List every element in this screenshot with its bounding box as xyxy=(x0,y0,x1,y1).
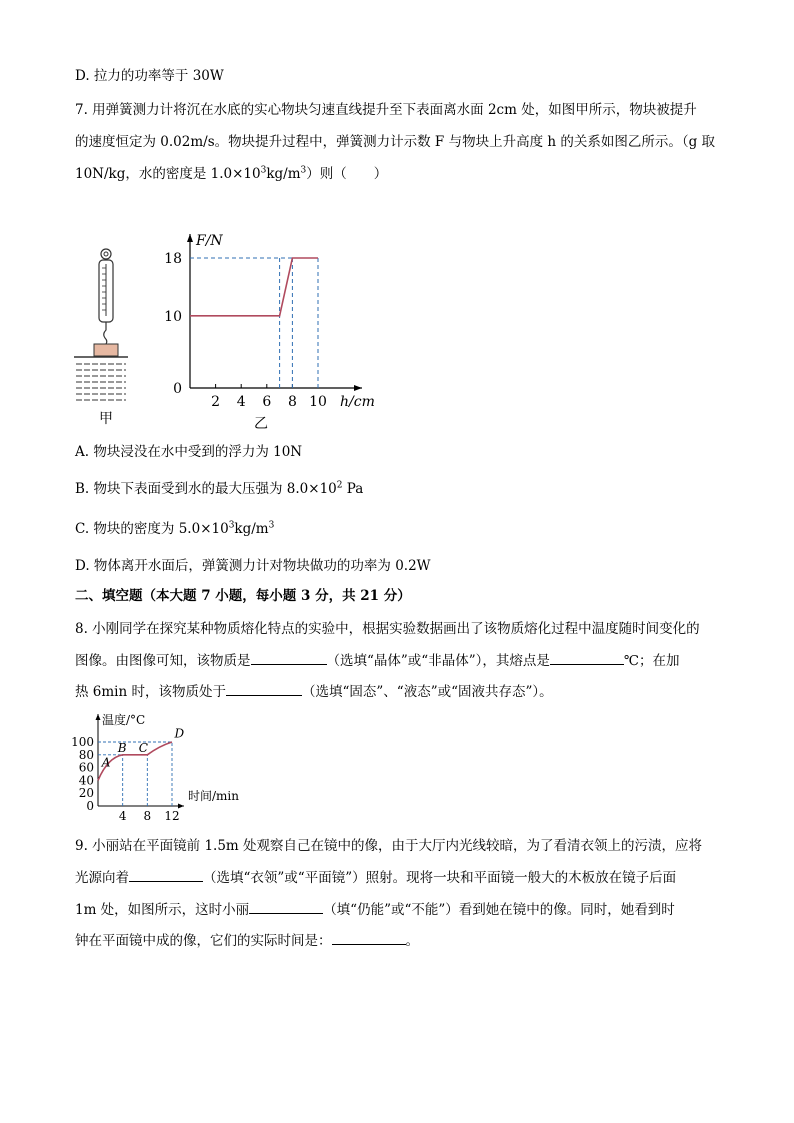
q8-text-line3: 热 6min 时，该物质处于 （选填“固态”、“液态”或“固液共存态”）。 xyxy=(75,681,553,702)
q7-text-line3: 10N/kg，水的密度是 $1.0\times 10^3kg/m^3$）则（ ） xyxy=(75,165,388,182)
q9-text-line1: 9. 小丽站在平面镜前 1.5m 处观察自己在镜中的像，由于大厅内光线较暗，为了看清衣领上的污渍，应将 xyxy=(75,838,703,854)
q8-text-line2: 图像。由图像可知，该物质是 （选填“晶体”或“非晶体”），其熔点是 ℃；在加 xyxy=(75,650,679,671)
q9-text-line4: 钟在平面镜中成的像，它们的实际时间是： 。 xyxy=(75,930,419,951)
x-tick-label: 2 xyxy=(211,394,221,410)
y-axis-arrow xyxy=(187,234,193,242)
y-tick-label: 10 xyxy=(164,308,182,325)
x-tick-label: 4 xyxy=(236,394,246,410)
y-tick-label: 80 xyxy=(78,747,94,762)
q7-option-c: C. 物块的密度为 $5.0\times 10^3kg/m^3$ xyxy=(75,520,275,537)
y-tick-label: 18 xyxy=(164,251,182,267)
figure-jia-label: 甲 xyxy=(99,411,113,427)
x-tick-label: 12 xyxy=(164,809,180,823)
q7-option-a: A. 物块浸没在水中受到的浮力为 10N xyxy=(75,444,303,460)
y-tick-label: 0 xyxy=(86,799,94,813)
answer-blank-6[interactable] xyxy=(332,930,406,945)
x-tick-label: 10 xyxy=(309,394,327,410)
y-axis-label: F/N xyxy=(196,233,223,249)
y-axis-arrow xyxy=(96,714,101,720)
answer-blank-1[interactable] xyxy=(251,650,327,665)
water-lines xyxy=(76,364,126,400)
q9-text-line3: 1m 处，如图所示，这时小丽 （填“仍能”或“不能”）看到她在镜中的像。同时，她看到时 xyxy=(75,899,675,920)
q6-option-d: D. 拉力的功率等于 30W xyxy=(75,68,224,84)
y-tick-label: 0 xyxy=(173,381,182,397)
section-heading: 二、填空题（本大题 7 小题，每小题 3 分，共 21 分） xyxy=(75,588,411,604)
q7-text-line2: 的速度恒定为 0.02m/s。物块提升过程中，弹簧测力计示数 F 与物块上升高度 h 的关系如图乙所示。（g 取 xyxy=(75,134,716,150)
answer-blank-5[interactable] xyxy=(249,899,323,914)
point-label: B xyxy=(117,741,127,756)
q7-option-d: D. 物体离开水面后，弹簧测力计对物块做功的功率为 0.2W xyxy=(75,558,431,574)
point-label: D xyxy=(174,726,185,741)
x-axis-label: h/cm xyxy=(340,394,375,410)
figure-yi-label: 乙 xyxy=(254,416,268,432)
y-tick-label: 100 xyxy=(71,735,94,749)
x-axis-arrow xyxy=(178,804,184,809)
y-tick-label: 20 xyxy=(78,786,94,801)
x-axis-label: 时间/min xyxy=(188,789,239,803)
y-tick-label: 60 xyxy=(78,760,94,775)
figure-jia xyxy=(70,238,130,428)
q7-text-line1: 7. 用弹簧测力计将沉在水底的实心物块匀速直线提升至下表面离水面 2cm 处，如图甲所示，物块被提升 xyxy=(75,102,697,118)
hook-ring xyxy=(101,249,111,259)
x-tick-label: 8 xyxy=(143,809,152,823)
y-tick-label: 40 xyxy=(78,773,94,788)
series-line-F xyxy=(190,258,318,316)
q8-text-line1: 8. 小刚同学在探究某种物质熔化特点的实验中，根据实验数据画出了该物质熔化过程中温度随时间变化的 xyxy=(75,621,700,637)
y-axis-label: 温度/°C xyxy=(102,713,146,727)
block xyxy=(94,344,118,356)
x-axis-arrow xyxy=(354,385,362,391)
x-tick-label: 6 xyxy=(262,394,272,410)
x-tick-label: 8 xyxy=(287,394,297,410)
answer-blank-2[interactable] xyxy=(550,650,624,665)
q7-option-b: B. 物块下表面受到水的最大压强为 $8.0\times 10^2$ Pa xyxy=(75,480,364,497)
point-label: A xyxy=(101,755,111,770)
melting-chart xyxy=(70,708,260,828)
x-tick-label: 4 xyxy=(118,809,127,823)
figure-yi-chart xyxy=(160,228,390,433)
point-label: C xyxy=(138,741,148,756)
q9-text-line2: 光源向着 （选填“衣领”或“平面镜”）照射。现将一块和平面镜一般大的木板放在镜子后面 xyxy=(75,867,676,888)
answer-blank-3[interactable] xyxy=(226,681,302,696)
answer-blank-4[interactable] xyxy=(129,867,203,882)
